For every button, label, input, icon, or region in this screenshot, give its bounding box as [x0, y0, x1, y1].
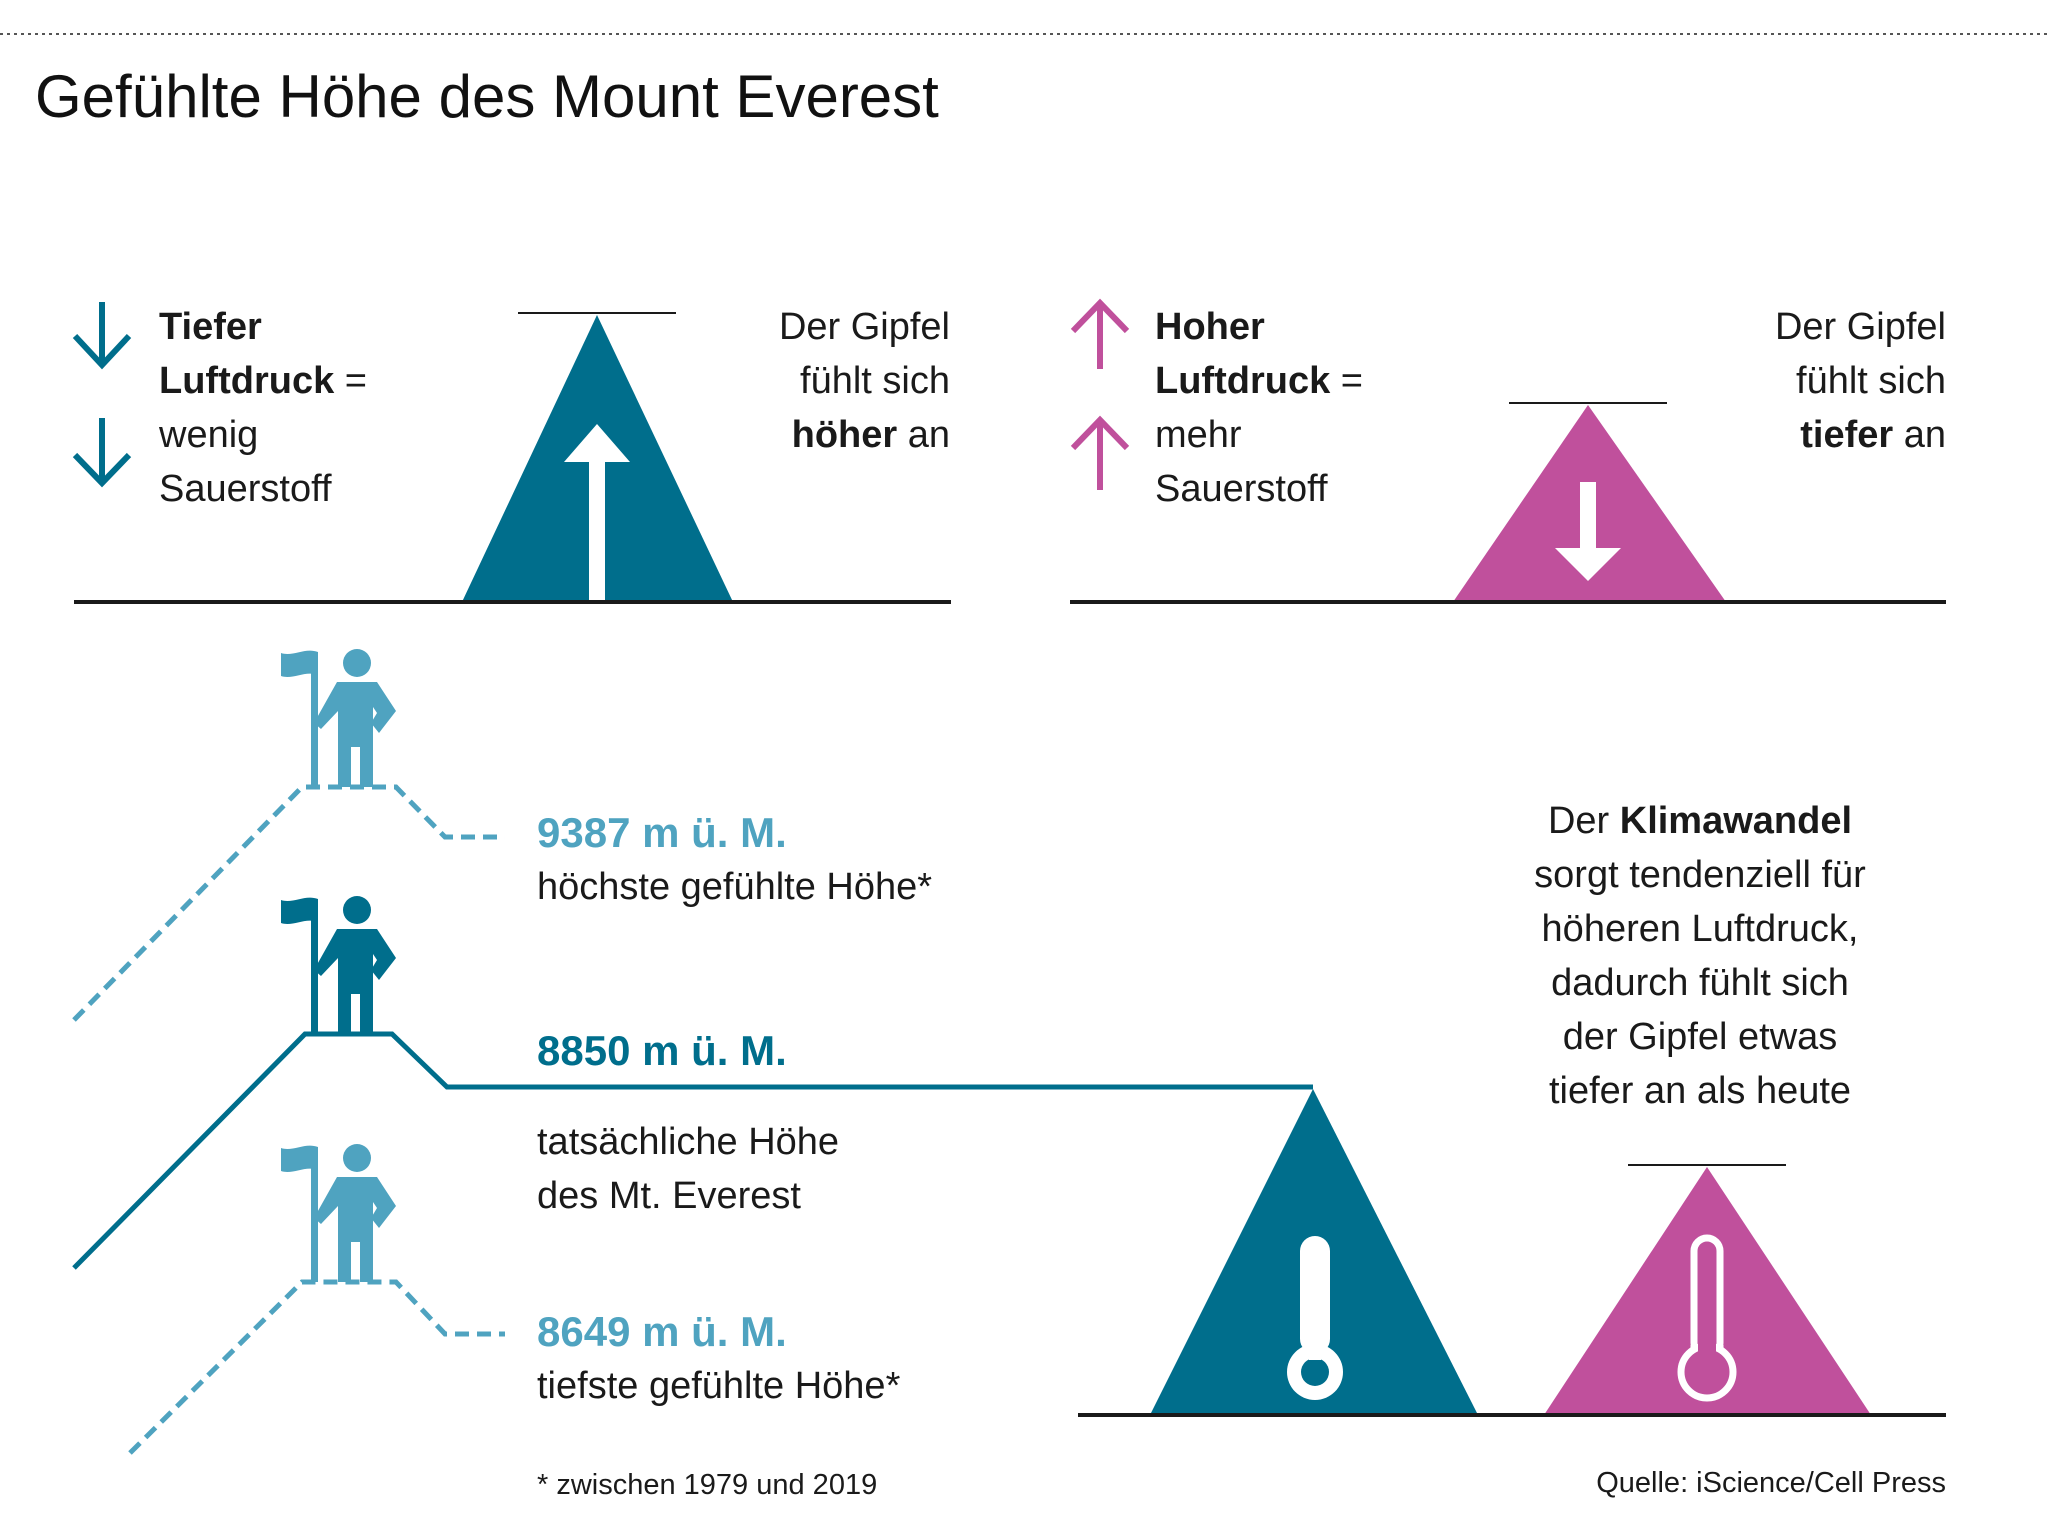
arrow-up-icon: [1073, 420, 1127, 490]
legend-text: mehr: [1155, 414, 1242, 456]
climate-text-line: Der: [1547, 800, 1620, 842]
low-pressure-caption: [779, 300, 950, 462]
caption-text: an: [1893, 414, 1946, 456]
caption-text: fühlt sich: [1796, 360, 1946, 402]
arrow-down-icon: [75, 418, 129, 483]
page-title: Gefühlte Höhe des Mount Everest: [35, 63, 939, 130]
climate-text-line: sorgt tendenziell für: [1534, 854, 1866, 896]
climber-actual-icon: [281, 896, 396, 1034]
legend-text: wenig: [159, 414, 259, 456]
climber-highest-icon: [281, 649, 396, 787]
legend-bold: Luftdruck: [1155, 360, 1331, 402]
legend-bold: Tiefer: [159, 306, 262, 348]
height-value: 8649 m ü. M.: [537, 1308, 787, 1355]
climate-bold: Klimawandel: [1619, 800, 1853, 842]
height-label: des Mt. Everest: [537, 1175, 801, 1217]
legend-equals: =: [334, 360, 367, 402]
high-pressure-caption: [1775, 300, 1946, 462]
climate-text-line: der Gipfel etwas: [1562, 1016, 1838, 1058]
caption-text: Der Gipfel: [778, 306, 950, 348]
caption-text: an: [897, 414, 950, 456]
climate-text-line: höheren Luftdruck,: [1541, 908, 1859, 950]
caption-text: Der Gipfel: [1774, 306, 1946, 348]
legend-text: Sauerstoff: [1155, 468, 1328, 510]
ridge-lowest-dashed: [130, 1282, 505, 1453]
height-highest: [537, 806, 932, 914]
footnote: * zwischen 1979 und 2019: [537, 1469, 878, 1501]
arrow-down-icon: [75, 302, 129, 365]
low-pressure-legend: [159, 300, 367, 516]
height-label: tatsächliche Höhe: [537, 1121, 840, 1163]
climate-text: [1450, 794, 1950, 1118]
height-label: tiefste gefühlte Höhe*: [537, 1365, 901, 1407]
climate-text-line: dadurch fühlt sich: [1551, 962, 1849, 1004]
height-actual: [537, 1024, 787, 1078]
caption-bold: tiefer: [1800, 414, 1894, 456]
height-value: 9387 m ü. M.: [537, 809, 787, 856]
caption-bold: höher: [791, 414, 898, 456]
arrow-up-icon: [1073, 303, 1127, 369]
source-credit: Quelle: iScience/Cell Press: [1596, 1467, 1946, 1499]
height-label: höchste gefühlte Höhe*: [537, 866, 933, 908]
legend-text: Sauerstoff: [159, 468, 332, 510]
climber-lowest-icon: [281, 1144, 396, 1282]
height-lowest: [537, 1305, 900, 1413]
legend-bold: Luftdruck: [159, 360, 335, 402]
caption-text: fühlt sich: [800, 360, 950, 402]
height-value: 8850 m ü. M.: [537, 1027, 787, 1074]
high-pressure-legend: [1155, 300, 1363, 516]
height-actual-label: [537, 1115, 839, 1223]
legend-equals: =: [1330, 360, 1363, 402]
climate-text-line: tiefer an als heute: [1548, 1070, 1852, 1112]
legend-bold: Hoher: [1155, 306, 1265, 348]
